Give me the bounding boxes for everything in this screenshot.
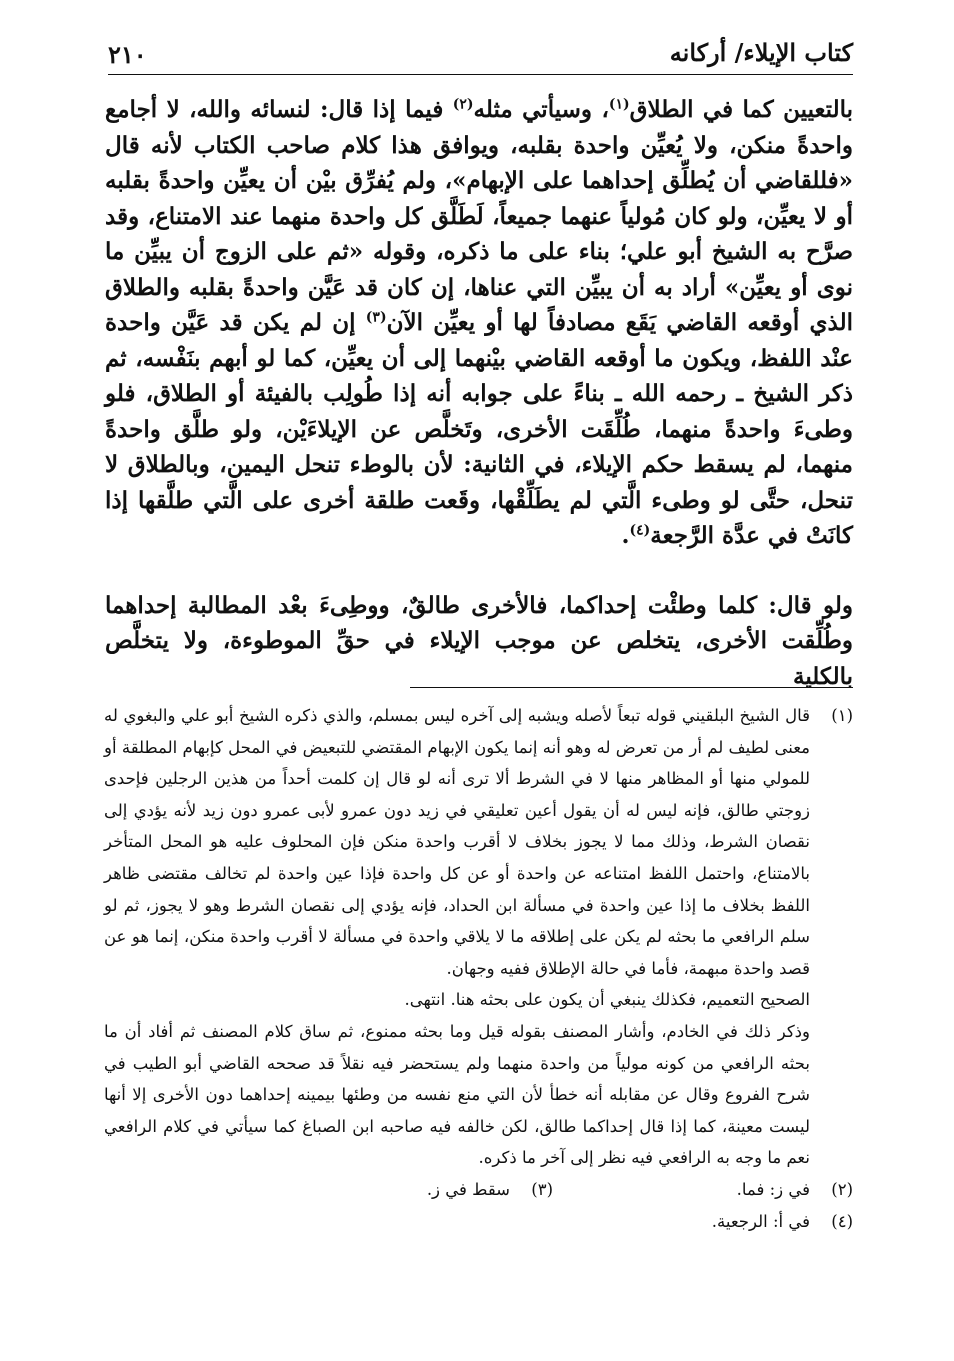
footnote-paragraph: وذكر ذلك في الخادم، وأشار المصنف بقوله قيل وما بحثه ممنوع، ثم ساق كلام المصنف ثم أفاد أن ما بحثه الرافعي من كونه مولياً من واحدة منهما ولم يستحضر فيه نقلاً قد صححه القاضي أبو الطيب في شرح الفروع وقال عن مقابله أنه خطأ لأن التي منع نفسه من وطئها بيمينه إحداهما دون الأخرى إلا أنها ليست معينة، كما إذا قال إحداكما طالق، لكن خالفه فيه صاحبه ابن الصباغ كما سيأتي في كلام الرافعي نعم ما وجه به الرافعي فيه نظر إلى آخر ما ذكره. xyxy=(104,1021,810,1168)
footnote-number: (٣) xyxy=(531,1179,553,1199)
footnote-4 xyxy=(104,1206,853,1238)
footnote-number: (١) xyxy=(831,706,853,725)
footnote-ref-2: (٢) xyxy=(452,96,474,113)
footnote-1 xyxy=(104,700,853,1174)
text-segment: بالتعيين كما في الطلاق xyxy=(629,96,853,123)
main-text xyxy=(105,92,853,694)
footnote-ref-1: (١) xyxy=(608,96,630,113)
text-segment: . xyxy=(621,522,630,549)
footnote-3 xyxy=(253,1174,553,1206)
footnote-number: (٤) xyxy=(831,1211,853,1231)
footnote-ref-4: (٤) xyxy=(629,522,651,539)
footnote-text: في أ: الرجعية. xyxy=(711,1211,810,1231)
text-segment: فيما إذا قال: لنسائه والله، لا أجامع واحدةً منكن، ولا يُعيِّن واحدة بقلبه، ويوافق هذا كلام صاحب الكتاب لأنه قال «فللقاضي أن يُطلِّق إحداهما على الإبهام»، ولم يُفرِّق بيْن أن يعيِّن واحدةً بقلبه أو لا يعيِّن، ولو كان مُولياً عنهما جميعاً، لَطَلَّق كل واحدة منهما عند الامتناع، وقد صرَّح به الشيخ أبو علي؛ بناء على ما ذكره، وقوله «ثم على الزوج أن يبيِّن ما نوى أو يعيِّن» أراد به أن يبيِّن التي عناها، إن كان قد عَيَّن واحدةً بقلبه والطلاق الذي أوقعه القاضي يَقَع مصادفاً لها أو يعيِّن الآن xyxy=(105,96,853,336)
text-segment: إن لم يكن قد عَيَّن واحدة عنْد اللفظ، ويكون ما أوقعه القاضي بيْنهما إلى أن يعيِّن، كما لو أبهم بنَفْسه، ثم ذكر الشيخ ـ رحمه الله ـ بناءً على جوابه أنه إذا طُولِب بالفيئة أو الطلاق، فلو وطىءَ واحدةً منهما، طُلِّقَت الأخرى، وتَخلَّص عن الإيلاءَيْن، ولو طلَّق واحدةً منهما، لم يسقط حكم الإيلاء، في الثانية: لأن بالوطء تنحل اليمين، وبالطلاق لا تنحل، حتَّى لو وطىء الَّتي لم يطَلِّقْها، وقَعت طلقة أخرى على الَّتي طلَّقها إذا كانَتْ في عدَّة الرَّجعة xyxy=(105,309,853,549)
footnote-number: (٢) xyxy=(831,1179,853,1199)
footnote-separator xyxy=(410,687,853,688)
footnote-paragraph: الصحيح التعميم، فكذلك ينبغي أن يكون على بحثه هنا. انتهى. xyxy=(404,990,810,1010)
footnote-2 xyxy=(553,1174,853,1206)
footnote-text: سقط في ز. xyxy=(426,1179,510,1199)
footnotes xyxy=(104,700,853,1237)
footnote-ref-3: (٣) xyxy=(365,309,387,326)
footnote-body xyxy=(104,700,810,1174)
text-segment: ، وسيأتي مثله xyxy=(473,96,609,123)
footnote-text: في ز: فما. xyxy=(736,1179,810,1199)
footnote-paragraph: قال الشيخ البلقيني قوله تبعاً لأصله ويشبه إلى آخره ليس بمسلم، والذي ذكره الشيخ أبو علي والبغوي له معنى لطيف لم أر من تعرض له وهو أنه إنما يكون الإبهام المقتضي للتبعيض في المحل كإبهام المطلقة أو للمولي منها أو المظاهر منها لا في الشرط ألا ترى أنه لو قال إن كلمت أحداً من هذين الرجلين فإحدى زوجتي طالق، فإنه ليس له أن يقول أعين تعليقي في زيد دون عمرو لأبى عمرو دون زيد لأنه يؤدي إلى نقصان الشرط، وذلك مما لا يجوز بخلاف لا أقرب واحدة منكن فإن المحلوف عليه هو المحل المتأخر بالامتناع، واحتمل اللفظ امتناعه عن واحدة أو عن كل واحدة فإذا عين واحدة لم تخالف مقتضى ظاهر اللفظ بخلاف ما إذا عين واحدة في مسألة ابن الحداد، فإنه يؤدي إلى نقصان الشرط وهو لا يجوز، ثم لو سلم الرافعي ما بحثه لم يكن على إطلاقه ما لا يلاقي واحدة في مسألة لا أقرب واحدة منكن، إنما هو عن قصد واحدة مبهمة، فأما في حالة الإطلاق ففيه وجهان. xyxy=(104,706,810,978)
main-paragraph-2: ولو قال: كلما وطئْت إحداكما، فالأخرى طالقٌ، ووطِىءَ بعْد المطالبة إحداهما وطُلِّقت الأخرى، يتخلص عن موجب الإيلاء في حقِّ الموطوءة، ولا يتخلَّص بالكلية xyxy=(105,591,853,690)
page-number: ٢١٠ xyxy=(108,40,147,69)
running-title: كتاب الإيلاء/ أركانه xyxy=(669,38,853,67)
footnote-row-2-3 xyxy=(104,1174,853,1206)
page-header xyxy=(108,34,853,75)
main-paragraph-1 xyxy=(105,92,853,554)
